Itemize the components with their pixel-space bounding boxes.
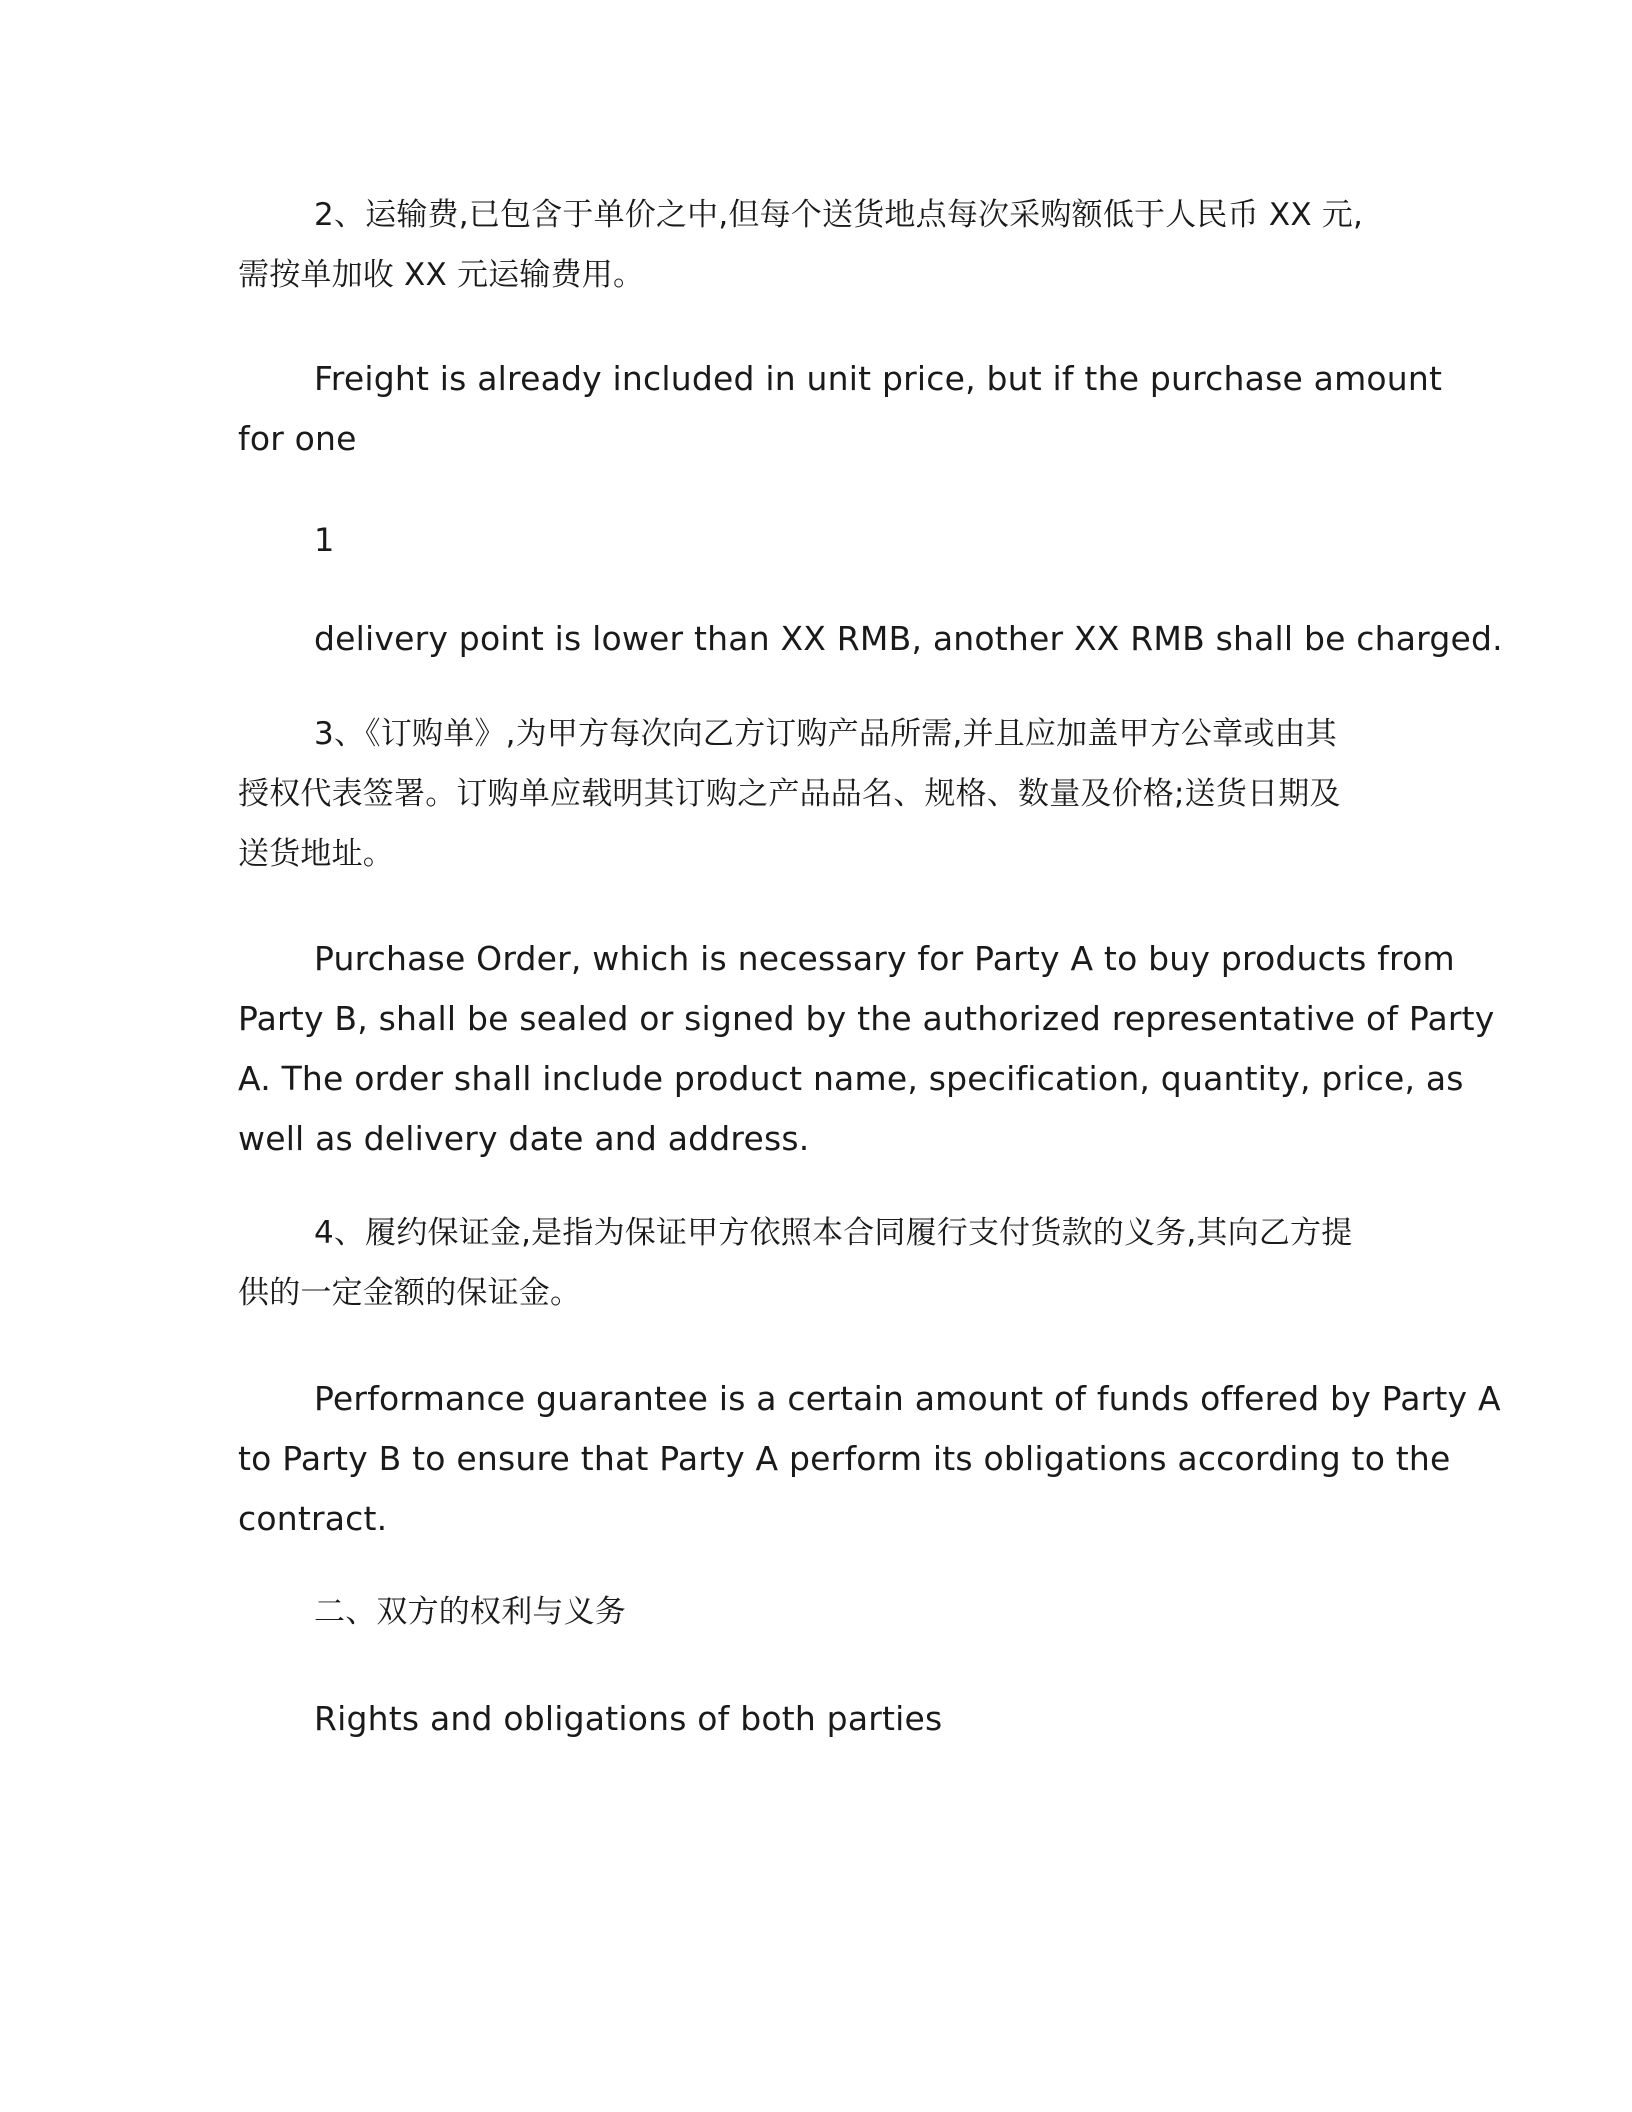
paragraph-guarantee-en [238,1369,1501,1549]
text-line: Freight is already included in unit price, but if the purchase amount [314,359,1443,398]
text-line: Performance guarantee is a certain amount of funds offered by Party A [314,1379,1501,1418]
section-title: Rights and obligations of both parties [314,1699,943,1738]
text-line: contract. [238,1499,388,1538]
paragraph-purchase-order-zh [238,704,1388,884]
paragraph-guarantee-zh [238,1203,1388,1323]
text-line: 需按单加收 XX 元运输费用。 [238,257,645,293]
text-line: Party B, shall be sealed or signed by the authorized representative of Party [238,999,1495,1038]
paragraph-freight-en [238,349,1443,469]
text-line: well as delivery date and address. [238,1119,810,1158]
text-line: delivery point is lower than XX RMB, another XX RMB shall be charged. [314,619,1503,658]
text-line: A. The order shall include product name, specification, quantity, price, as [238,1059,1464,1098]
text-line: 送货地址。 [238,836,394,872]
paragraph-freight-en-continued [238,609,1503,669]
text-line: 授权代表签署。订购单应载明其订购之产品品名、规格、数量及价格;送货日期及 [238,776,1341,812]
paragraph-freight-zh [238,185,1388,305]
text-line: Purchase Order, which is necessary for Party A to buy products from [314,939,1455,978]
text-line: to Party B to ensure that Party A perform its obligations according to the [238,1439,1451,1478]
text-line: 4、履约保证金,是指为保证甲方依照本合同履行支付货款的义务,其向乙方提 [314,1215,1353,1251]
text-line: 2、运输费,已包含于单价之中,但每个送货地点每次采购额低于人民币 XX 元, [314,197,1364,233]
page-number: 1 [314,521,335,559]
section-heading-zh [238,1582,1388,1642]
paragraph-purchase-order-en [238,929,1495,1169]
text-line: for one [238,419,357,458]
text-line: 供的一定金额的保证金。 [238,1275,582,1311]
text-line: 3、《订购单》,为甲方每次向乙方订购产品所需,并且应加盖甲方公章或由其 [314,716,1337,752]
section-heading-en [238,1689,1388,1749]
section-title: 二、双方的权利与义务 [314,1594,626,1630]
